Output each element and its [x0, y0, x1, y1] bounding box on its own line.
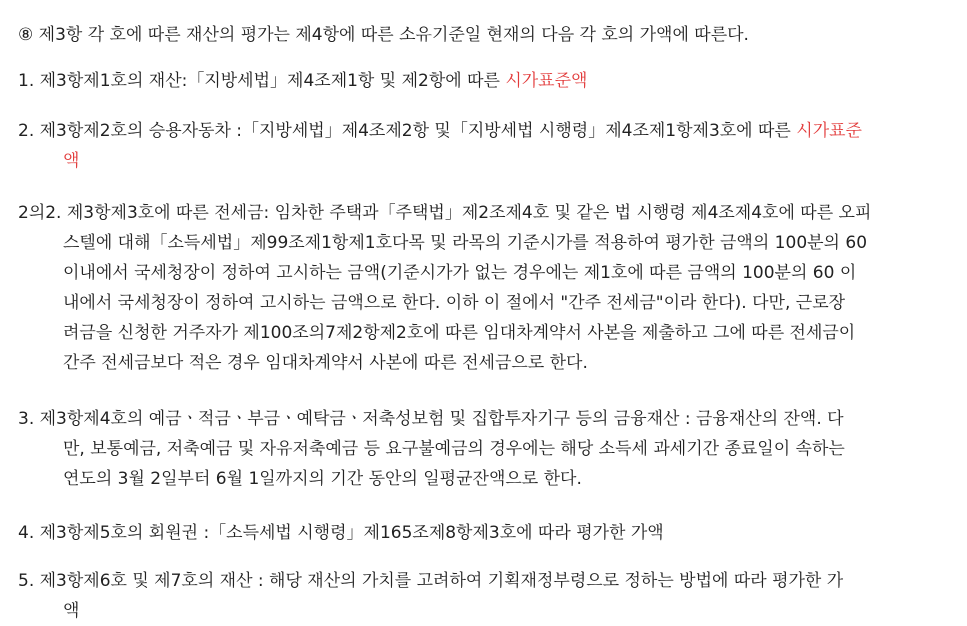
link-standard-value-part2[interactable]: 액 [63, 151, 80, 171]
item-5-line-1: 5. 제3항제6호 및 제7호의 재산 : 해당 재산의 가치를 고려하여 기획재정부령으로 정하는 방법에 따라 평가한 가 [18, 571, 844, 591]
item-3-line-2: 만, 보통예금, 저축예금 및 자유저축예금 등 요구불예금의 경우에는 해당 소득세 과세기간 종료일이 속하는 [63, 439, 845, 459]
item-2-2-line-5: 려금을 신청한 거주자가 제100조의7제2항제2호에 따른 임대차계약서 사본을 제출하고 그에 따른 전세금이 [63, 323, 856, 343]
item-1-text: 1. 제3항제1호의 재산:「지방세법」제4조제1항 및 제2항에 따른 [18, 71, 506, 91]
list-item-3 [18, 404, 937, 494]
link-standard-value[interactable]: 시가표준액 [505, 71, 588, 91]
list-item-2-2 [18, 198, 937, 378]
link-standard-value-part1[interactable]: 시가표준 [796, 121, 862, 141]
paragraph-header [18, 20, 937, 50]
list-item-1 [18, 66, 937, 96]
item-2-2-line-1: 2의2. 제3항제3호에 따른 전세금: 임차한 주택과「주택법」제2조제4호 및 같은 법 시행령 제4조제4호에 따른 오피 [18, 203, 872, 223]
item-2-2-line-3: 이내에서 국세청장이 정하여 고시하는 금액(기준시가가 없는 경우에는 제1호에 따른 금액의 100분의 60 이 [63, 263, 857, 283]
item-4-text: 4. 제3항제5호의 회원권 :「소득세법 시행령」제165조제8항제3호에 따라 평가한 가액 [18, 523, 664, 543]
item-3-line-3: 연도의 3월 2일부터 6월 1일까지의 기간 동안의 일평균잔액으로 한다. [63, 469, 582, 489]
header-text: ⑧ 제3항 각 호에 따른 재산의 평가는 제4항에 따른 소유기준일 현재의 다음 각 호의 가액에 따른다. [18, 25, 749, 45]
list-item-5 [18, 566, 937, 626]
item-3-line-1: 3. 제3항제4호의 예금ㆍ적금ㆍ부금ㆍ예탁금ㆍ저축성보험 및 집합투자기구 등의 금융재산 : 금융재산의 잔액. 다 [18, 409, 844, 429]
item-2-2-line-2: 스텔에 대해「소득세법」제99조제1항제1호다목 및 라목의 기준시가를 적용하여 평가한 금액의 100분의 60 [63, 233, 868, 253]
item-2-text: 2. 제3항제2호의 승용자동차 :「지방세법」제4조제2항 및「지방세법 시행령」제4조제1항제3호에 따른 [18, 121, 797, 141]
list-item-4 [18, 518, 937, 548]
list-item-2 [18, 116, 937, 176]
item-5-line-2: 액 [63, 601, 80, 621]
item-2-2-line-6: 간주 전세금보다 적은 경우 임대차계약서 사본에 따른 전세금으로 한다. [63, 353, 588, 373]
item-2-2-line-4: 내에서 국세청장이 정하여 고시하는 금액으로 한다. 이하 이 절에서 "간주 전세금"이라 한다). 다만, 근로장 [63, 293, 846, 313]
